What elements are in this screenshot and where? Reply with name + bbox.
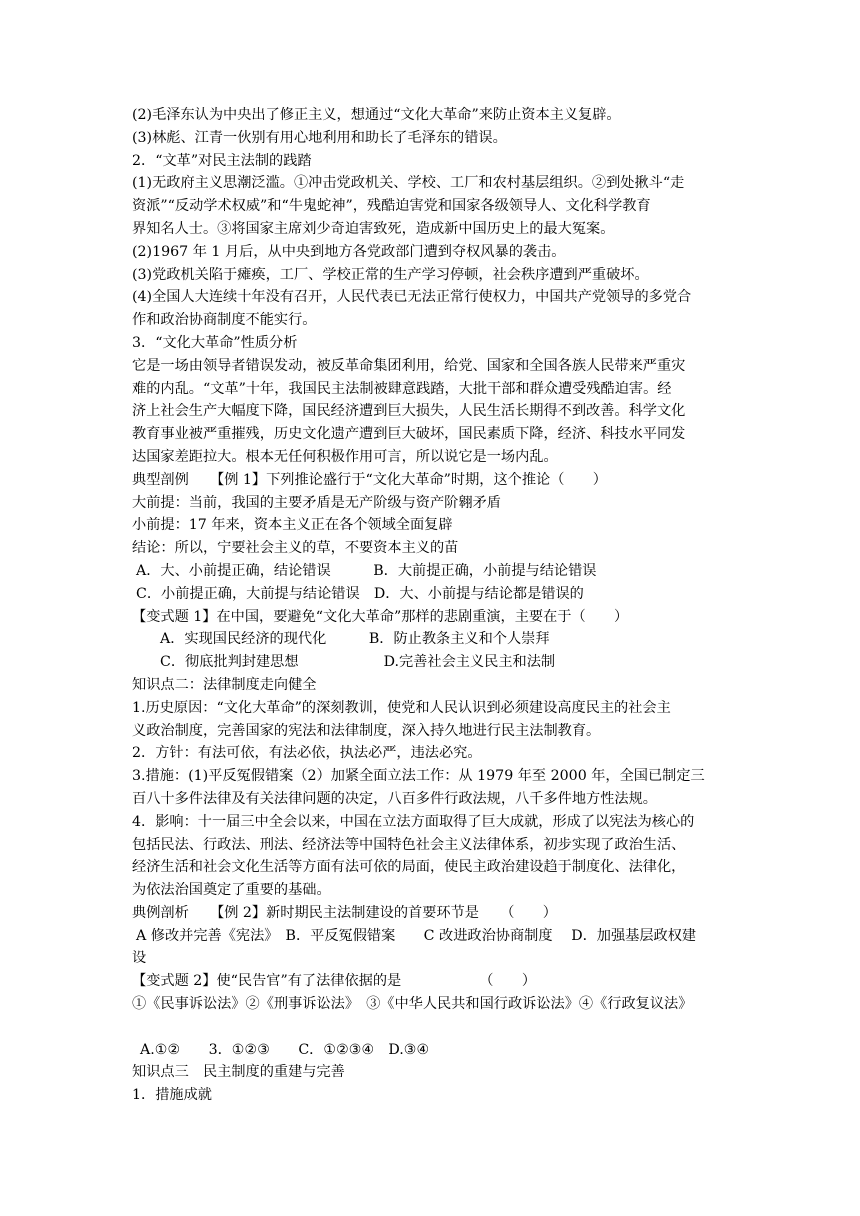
answer-options: A．实现国民经济的现代化 B．防止教条主义和个人崇拜 bbox=[160, 631, 550, 648]
section-heading: 1．措施成就 bbox=[132, 1087, 212, 1104]
text-line: 为依法治国奠定了重要的基础。 bbox=[132, 882, 331, 899]
text-line: 义政治制度，完善国家的宪法和法律制度，深入持久地进行民主法制教育。 bbox=[132, 722, 601, 739]
text-line: 小前提：17 年来，资本主义正在各个领域全面复辟 bbox=[132, 517, 453, 534]
text-line: 4．影响：十一届三中全会以来，中国在立法方面取得了巨大成就，形成了以宪法为核心的 bbox=[132, 813, 695, 830]
text-line: 3.措施：(1)平反冤假错案（2）加紧全面立法工作：从 1979 年至 2000 年，全国已制定三 bbox=[132, 768, 705, 785]
example-heading: 典例剖析 【例 2】新时期民主法制建设的首要环节是 （ ） bbox=[132, 904, 557, 921]
answer-options: C．小前提正确，大前提与结论错误 D．大、小前提与结论都是错误的 bbox=[136, 585, 584, 602]
text-line: 教育事业被严重摧残，历史文化遗产遭到巨大破坏，国民素质下降，经济、科技水平同发 bbox=[132, 426, 686, 443]
text-line: 结论：所以，宁要社会主义的草，不要资本主义的苗 bbox=[132, 540, 459, 557]
answer-options: 设 bbox=[132, 950, 147, 967]
example-heading: 【变式题 1】在中国，要避免“文化大革命”那样的悲剧重演，主要在于（ ） bbox=[132, 608, 629, 625]
text-line: 作和政治协商制度不能实行。 bbox=[132, 312, 317, 329]
answer-options: C．彻底批判封建思想 D.完善社会主义民主和法制 bbox=[160, 654, 556, 671]
text-line: 2．方针：有法可依，有法必依，执法必严，违法必究。 bbox=[132, 745, 482, 762]
text-line: 界知名人士。③将国家主席刘少奇迫害致死，造成新中国历史上的最大冤案。 bbox=[132, 220, 615, 237]
text-line: (4)全国人大连续十年没有召开，人民代表已无法正常行使权力，中国共产党领导的多党合 bbox=[132, 289, 692, 306]
text-line: (2)毛泽东认为中央出了修正主义，想通过“文化大革命”来防止资本主义复辟。 bbox=[132, 107, 621, 123]
text-line: (2)1967 年 1 月后，从中央到地方各党政部门遭到夺权风暴的袭击。 bbox=[132, 243, 566, 260]
text-line: 难的内乱。“文革”十年，我国民主法制被肆意践踏，大批干部和群众遭受残酷迫害。经 bbox=[132, 380, 672, 397]
text-line: 大前提：当前，我国的主要矛盾是无产阶级与资产阶翱矛盾 bbox=[132, 494, 501, 511]
text-line: 资派”“反动学术权威”和“牛鬼蛇神”，残酷迫害党和国家各级领导人、文化科学教育 bbox=[132, 198, 651, 215]
text-line: 它是一场由领导者错误发动，被反革命集团利用，给党、国家和全国各族人民带来严重灾 bbox=[132, 357, 686, 374]
section-heading: 知识点三 民主制度的重建与完善 bbox=[132, 1064, 345, 1081]
answer-options: A．大、小前提正确，结论错误 B．大前提正确，小前提与结论错误 bbox=[136, 562, 597, 579]
text-line: (3)林彪、江青一伙别有用心地利用和助长了毛泽东的错误。 bbox=[132, 129, 507, 146]
answer-options: A 修改并完善《宪法》 B．平反冤假错案 C 改进政治协商制度 D．加强基层政权建 bbox=[136, 927, 697, 944]
example-heading: 典型剖例 【例 1】下列推论盛行于“文化大革命”时期，这个推论（ ） bbox=[132, 471, 607, 488]
section-heading: 3．“文化大革命”性质分析 bbox=[132, 334, 298, 351]
text-line: 百八十多件法律及有关法律问题的决定，八百多件行政法规，八千多件地方性法规。 bbox=[132, 790, 657, 807]
text-line: 1.历史原因：“文化大革命”的深刻教训，使党和人民认识到必须建设高度民主的社会主 bbox=[132, 699, 671, 716]
text-line: (1)无政府主义思潮泛滥。①冲击党政机关、学校、工厂和农村基层组织。②到处揪斗“走 bbox=[132, 175, 685, 192]
section-heading: 2．“文革”对民主法制的践踏 bbox=[132, 152, 312, 169]
text-line: 包括民法、行政法、刑法、经济法等中国特色社会主义法律体系，初步实现了政治生活、 bbox=[132, 836, 686, 853]
document-body bbox=[132, 104, 740, 1107]
text-line: ①《民事诉讼法》②《刑事诉讼法》 ③《中华人民共和国行政诉讼法》④《行政复议法》 bbox=[132, 996, 693, 1013]
blank-line bbox=[132, 1016, 740, 1039]
text-line: 经济生活和社会文化生活等方面有法可依的局面，使民主政治建设趋于制度化、法律化， bbox=[132, 859, 686, 876]
example-heading: 【变式题 2】使“民告官”有了法律依据的是 （ ） bbox=[132, 973, 537, 990]
text-line: 济上社会生产大幅度下降，国民经济遭到巨大损失，人民生活长期得不到改善。科学文化 bbox=[132, 403, 686, 420]
text-line: (3)党政机关陷于瘫痪，工厂、学校正常的生产学习停顿，社会秩序遭到严重破坏。 bbox=[132, 266, 649, 283]
text-line: 达国家差距拉大。根本无任何积极作用可言，所以说它是一场内乱。 bbox=[132, 448, 558, 465]
answer-options: A.①② 3．①②③ C．①②③④ D.③④ bbox=[140, 1041, 430, 1058]
section-heading: 知识点二：法律制度走向健全 bbox=[132, 676, 317, 693]
